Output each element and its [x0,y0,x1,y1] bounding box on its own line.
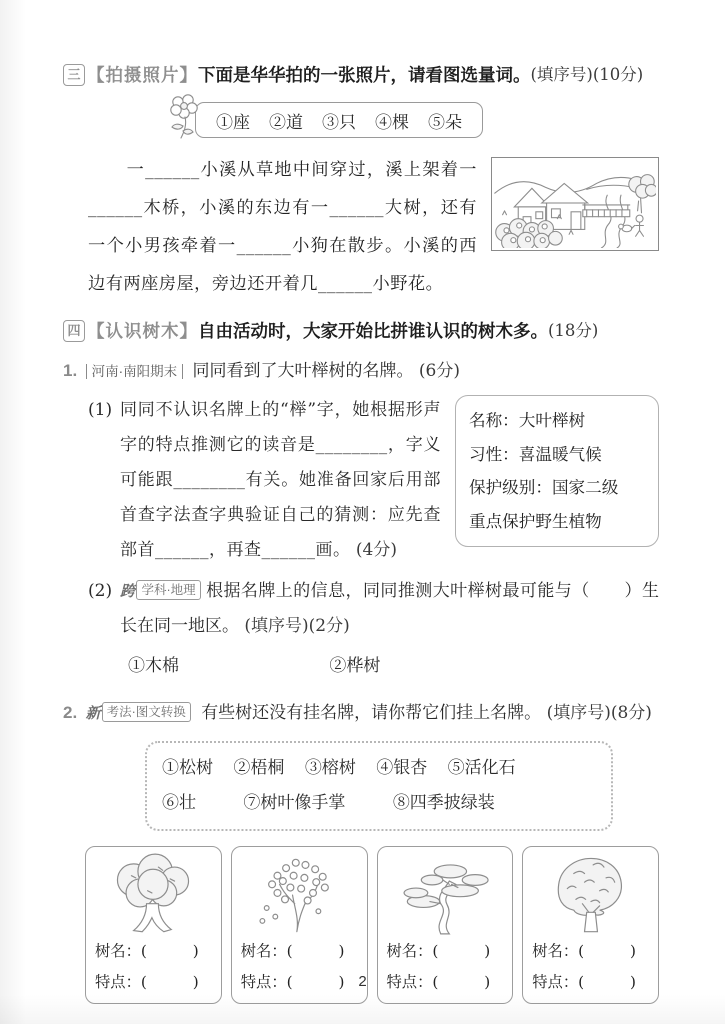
section4-title: 自由活动时，大家开始比拼谁认识的树木多。 [198,321,548,341]
question-1-sub-2 [88,574,659,684]
bank-item-7: ⑦树叶像手掌 [243,793,346,813]
banyan-tree-icon [95,852,212,936]
page-number: 2 [358,973,367,990]
cross-subject-tag: 学科·地理 [136,580,200,600]
word-bank-row-2 [162,786,596,821]
plate-line-protection: 保护级别：国家二级 [469,478,619,497]
question-2-text: 有些树还没有挂名牌，请你帮它们挂上名牌。 [201,703,542,723]
question-2-number: 2. [63,703,78,722]
sub-1-text: 同同不认识名牌上的“榉”字，她根据形声字的特点推测它的读音是________，字义可能跟________有关。她准备回家后用部首查字法查字典验证自己的猜测：应先查部首______，再查______画。 [120,400,441,560]
scene-photo-illustration [491,157,659,251]
question-2 [63,698,659,729]
section3-number-badge: 三 [63,64,85,86]
sub-2-text: 根据名牌上的信息，同同推测大叶榉树最可能与（ ）生长在同一地区。 [120,581,659,636]
question-1-sub-1 [88,393,659,568]
measure-word-options [195,102,483,138]
card-1-feature-line: 特点：( ) [95,973,199,991]
option-1: ①座 [216,112,250,133]
question-1 [63,356,659,387]
sub-2-choices [120,648,659,684]
section4-number-badge: 四 [63,320,85,342]
bank-item-6: ⑥壮 [162,793,196,813]
section4-topic-label: 【认识树木】 [87,321,198,341]
option-box [195,102,483,138]
blossom-tree-icon [241,852,358,936]
question-1-number: 1. [63,361,78,380]
section3-heading [63,62,659,88]
card-3-feature-line: 特点：( ) [386,973,491,991]
choice-1: ①木棉 [128,656,179,676]
paragraph-text: 一______小溪从草地中间穿过，溪上架着一______木桥，小溪的东边有一______大树，还有一个小男孩牵着一______小狗在散步。小溪的西边有两座房屋，旁边还开着几______小野花。 [88,160,477,294]
tree-name-plate [455,395,659,547]
bank-item-4: ④银杏 [376,758,428,778]
bank-item-3: ③榕树 [304,758,356,778]
exam-source-tag: 河南·南阳期末 [86,364,184,379]
card-2-feature-line: 特点：( ) [240,973,345,991]
option-2: ②道 [269,112,303,133]
bank-item-1: ①松树 [162,758,213,778]
card-4-name-line: 树名：( ) [532,942,636,960]
cross-subject-tag-prefix: 跨 [120,583,136,600]
card-4-feature-line: 特点：( ) [532,973,636,991]
sub-1-note: (4分) [355,540,397,560]
pine-tree-icon [387,852,504,936]
sub-2-note: (填序号)(2分) [244,616,350,636]
bank-item-2: ②梧桐 [233,758,285,778]
section4-note: (18分) [548,321,599,340]
section3-title: 下面是华华拍的一张照片，请看图选量词。 [198,65,531,85]
option-5: ⑤朵 [428,112,462,133]
section3-topic-label: 【拍摄照片】 [87,65,198,85]
plate-line-name: 名称：大叶榉树 [469,411,586,430]
plate-line-habit: 习性：喜温暖气候 [469,444,602,464]
card-1-name-line: 树名：( ) [95,942,199,960]
bank-item-5: ⑤活化石 [447,758,516,778]
sub-2-label: (2) [88,581,113,601]
section3-note: (填序号)(10分) [530,65,644,84]
word-bank-row-1 [162,751,596,786]
card-2-name-line: 树名：( ) [240,942,345,960]
word-bank [145,741,613,831]
new-method-tag-prefix: 新 [85,705,101,722]
flower-icon [169,94,207,144]
question-1-note: (6分) [418,361,460,381]
card-3-name-line: 树名：( ) [386,942,491,960]
bank-item-8: ⑧四季披绿装 [392,793,495,813]
question-1-text: 同同看到了大叶榉树的名牌。 [192,361,414,381]
fill-blank-paragraph [88,151,659,303]
option-3: ③只 [322,112,356,133]
new-method-tag: 考法·图文转换 [102,702,191,722]
broadleaf-tree-icon [532,852,649,936]
section4-heading [63,318,659,344]
question-2-note: (填序号)(8分) [546,703,652,723]
plate-line-protection2: 重点保护野生植物 [469,511,602,531]
choice-2: ②桦树 [329,656,381,676]
sub-1-label: (1) [88,400,113,420]
option-4: ④棵 [375,112,409,133]
